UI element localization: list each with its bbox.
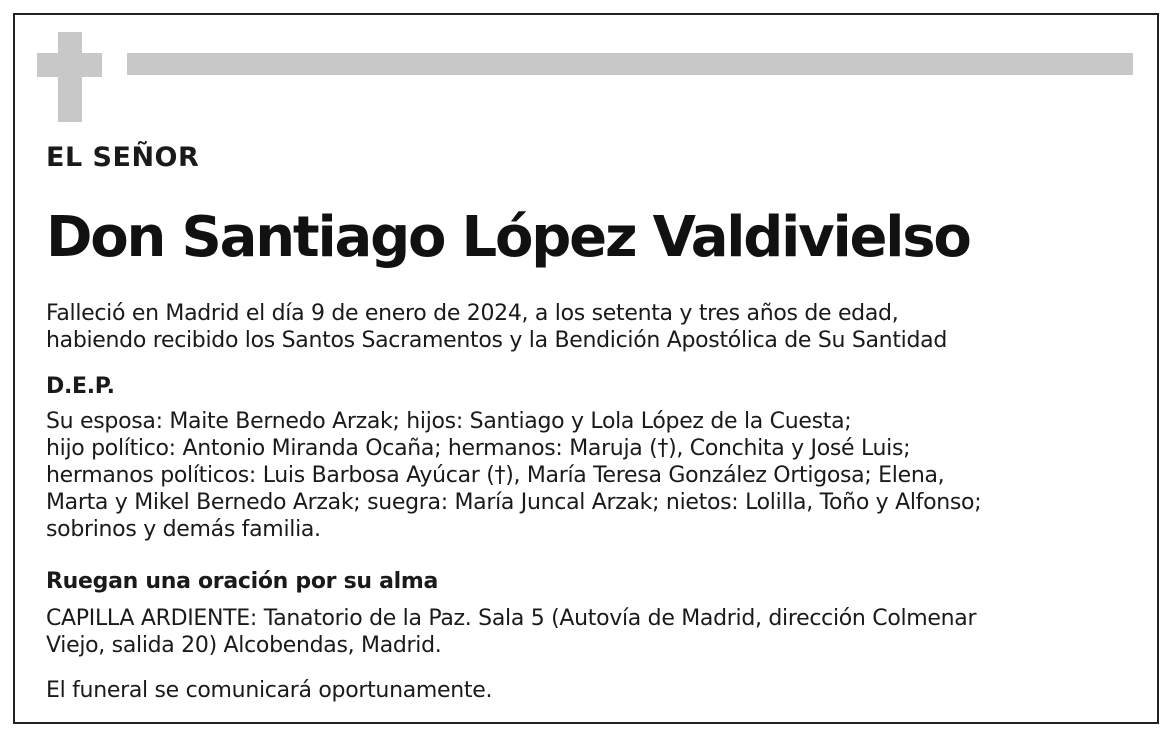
chapel-paragraph-line: CAPILLA ARDIENTE: Tanatorio de la Paz. Sala 5 (Autovía de Madrid, dirección Colmenar — [46, 606, 977, 631]
cross-vertical-bar — [58, 32, 82, 122]
header-rule — [127, 53, 1133, 75]
family-paragraph-line: Su esposa: Maite Bernedo Arzak; hijos: Santiago y Lola López de la Cuesta; — [46, 409, 852, 434]
deceased-name: Don Santiago López Valdivielso — [46, 205, 970, 270]
cross-horizontal-bar — [37, 53, 102, 77]
family-paragraph-line: hermanos políticos: Luis Barbosa Ayúcar (†), María Teresa González Ortigosa; Elena, — [46, 463, 945, 488]
notice-content — [46, 138, 1146, 703]
dep-abbreviation: D.E.P. — [46, 374, 115, 399]
chapel-paragraph — [46, 605, 976, 659]
funeral-note: El funeral se comunicará oportunamente. — [46, 678, 493, 703]
prayer-request: Ruegan una oración por su alma — [46, 569, 439, 594]
death-paragraph — [46, 300, 947, 354]
honorific-prefix: EL SEÑOR — [46, 142, 200, 173]
death-paragraph-line: Falleció en Madrid el día 9 de enero de 2024, a los setenta y tres años de edad, — [46, 301, 899, 326]
chapel-paragraph-line: Viejo, salida 20) Alcobendas, Madrid. — [46, 633, 442, 658]
family-paragraph-line: Marta y Mikel Bernedo Arzak; suegra: María Juncal Arzak; nietos: Lolilla, Toño y Alfonso; — [46, 490, 982, 515]
family-paragraph-line: hijo político: Antonio Miranda Ocaña; hermanos: Maruja (†), Conchita y José Luis; — [46, 436, 911, 461]
family-paragraph-line: sobrinos y demás familia. — [46, 517, 321, 542]
death-paragraph-line: habiendo recibido los Santos Sacramentos y la Bendición Apostólica de Su Santidad — [46, 328, 947, 353]
family-paragraph — [46, 408, 981, 543]
